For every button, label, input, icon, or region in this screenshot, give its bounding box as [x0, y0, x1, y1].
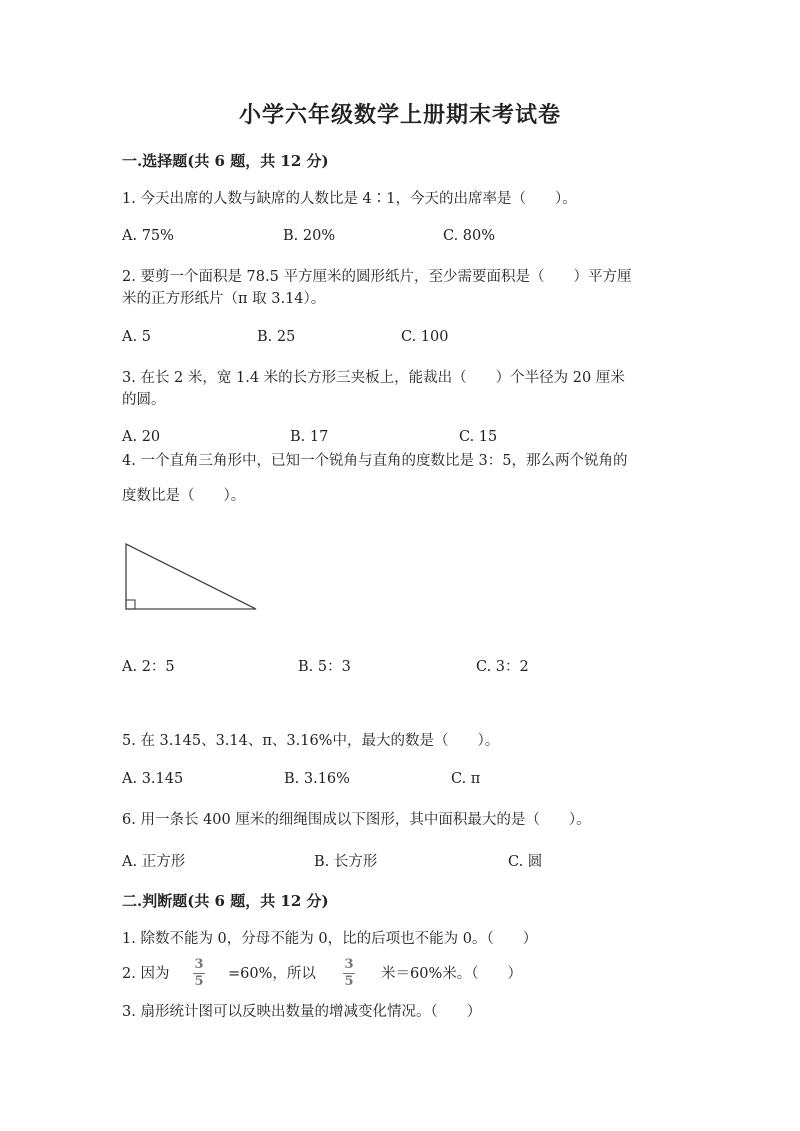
- right-angle-mark: [126, 600, 135, 609]
- page-title: 小学六年级数学上册期末考试卷: [238, 102, 561, 128]
- question-4-option-b: B. 5：3: [298, 659, 351, 675]
- question-3-text-line-2: 的圆。: [122, 392, 166, 408]
- question-2-option-c: C. 100: [401, 329, 449, 345]
- judgement-2-part-2: =60%，所以: [228, 966, 316, 982]
- section-heading-choice: 一.选择题(共 6 题，共 12 分): [122, 152, 329, 170]
- question-4-option-c: C. 3：2: [476, 659, 529, 675]
- question-3-text-line-1: 3. 在长 2 米，宽 1.4 米的长方形三夹板上，能裁出（ ）个半径为 20 厘米: [122, 370, 625, 386]
- question-2-text-line-2: 米的正方形纸片（π 取 3.14）。: [122, 291, 326, 307]
- fraction-three-fifths: [193, 958, 205, 989]
- question-6-option-c: C. 圆: [508, 854, 543, 870]
- question-5-option-c: C. π: [451, 771, 481, 787]
- question-5-option-a: A. 3.145: [122, 771, 184, 787]
- question-1-option-b: B. 20%: [283, 228, 336, 244]
- question-1-option-c: C. 80%: [443, 228, 496, 244]
- question-1-text: 1. 今天出席的人数与缺席的人数比是 4∶1，今天的出席率是（ ）。: [122, 191, 577, 207]
- fraction-numerator: 3: [344, 957, 354, 972]
- question-6-text: 6. 用一条长 400 厘米的细绳围成以下图形，其中面积最大的是（ ）。: [122, 812, 591, 828]
- right-triangle-figure: [120, 540, 265, 615]
- section-heading-true-false: 二.判断题(共 6 题，共 12 分): [122, 892, 329, 910]
- question-6-option-a: A. 正方形: [122, 854, 186, 870]
- fraction-three-fifths: [343, 958, 355, 989]
- question-2-option-b: B. 25: [257, 329, 296, 345]
- fraction-denominator: 5: [344, 974, 354, 989]
- question-6-option-b: B. 长方形: [314, 854, 378, 870]
- judgement-2-part-1: 2. 因为: [122, 966, 170, 982]
- judgement-1-text: 1. 除数不能为 0，分母不能为 0，比的后项也不能为 0。（ ）: [122, 931, 538, 947]
- judgement-2-part-3: 米＝60%米。（ ）: [381, 966, 522, 982]
- question-2-option-a: A. 5: [122, 329, 151, 345]
- question-4-option-a: A. 2：5: [122, 659, 175, 675]
- question-4-text-line-1: 4. 一个直角三角形中，已知一个锐角与直角的度数比是 3：5，那么两个锐角的: [122, 453, 628, 469]
- question-3-option-c: C. 15: [459, 429, 498, 445]
- question-5-text: 5. 在 3.145、3.14、π、3.16%中，最大的数是（ ）。: [122, 733, 500, 749]
- fraction-numerator: 3: [194, 957, 204, 972]
- question-2-text-line-1: 2. 要剪一个面积是 78.5 平方厘米的圆形纸片，至少需要面积是（ ）平方厘: [122, 269, 632, 285]
- judgement-3-text: 3. 扇形统计图可以反映出数量的增减变化情况。（ ）: [122, 1004, 482, 1020]
- question-5-option-b: B. 3.16%: [284, 771, 350, 787]
- fraction-denominator: 5: [194, 974, 204, 989]
- question-4-text-line-2: 度数比是（ ）。: [122, 488, 246, 504]
- question-3-option-b: B. 17: [290, 429, 329, 445]
- question-1-option-a: A. 75%: [122, 228, 174, 244]
- question-3-option-a: A. 20: [122, 429, 161, 445]
